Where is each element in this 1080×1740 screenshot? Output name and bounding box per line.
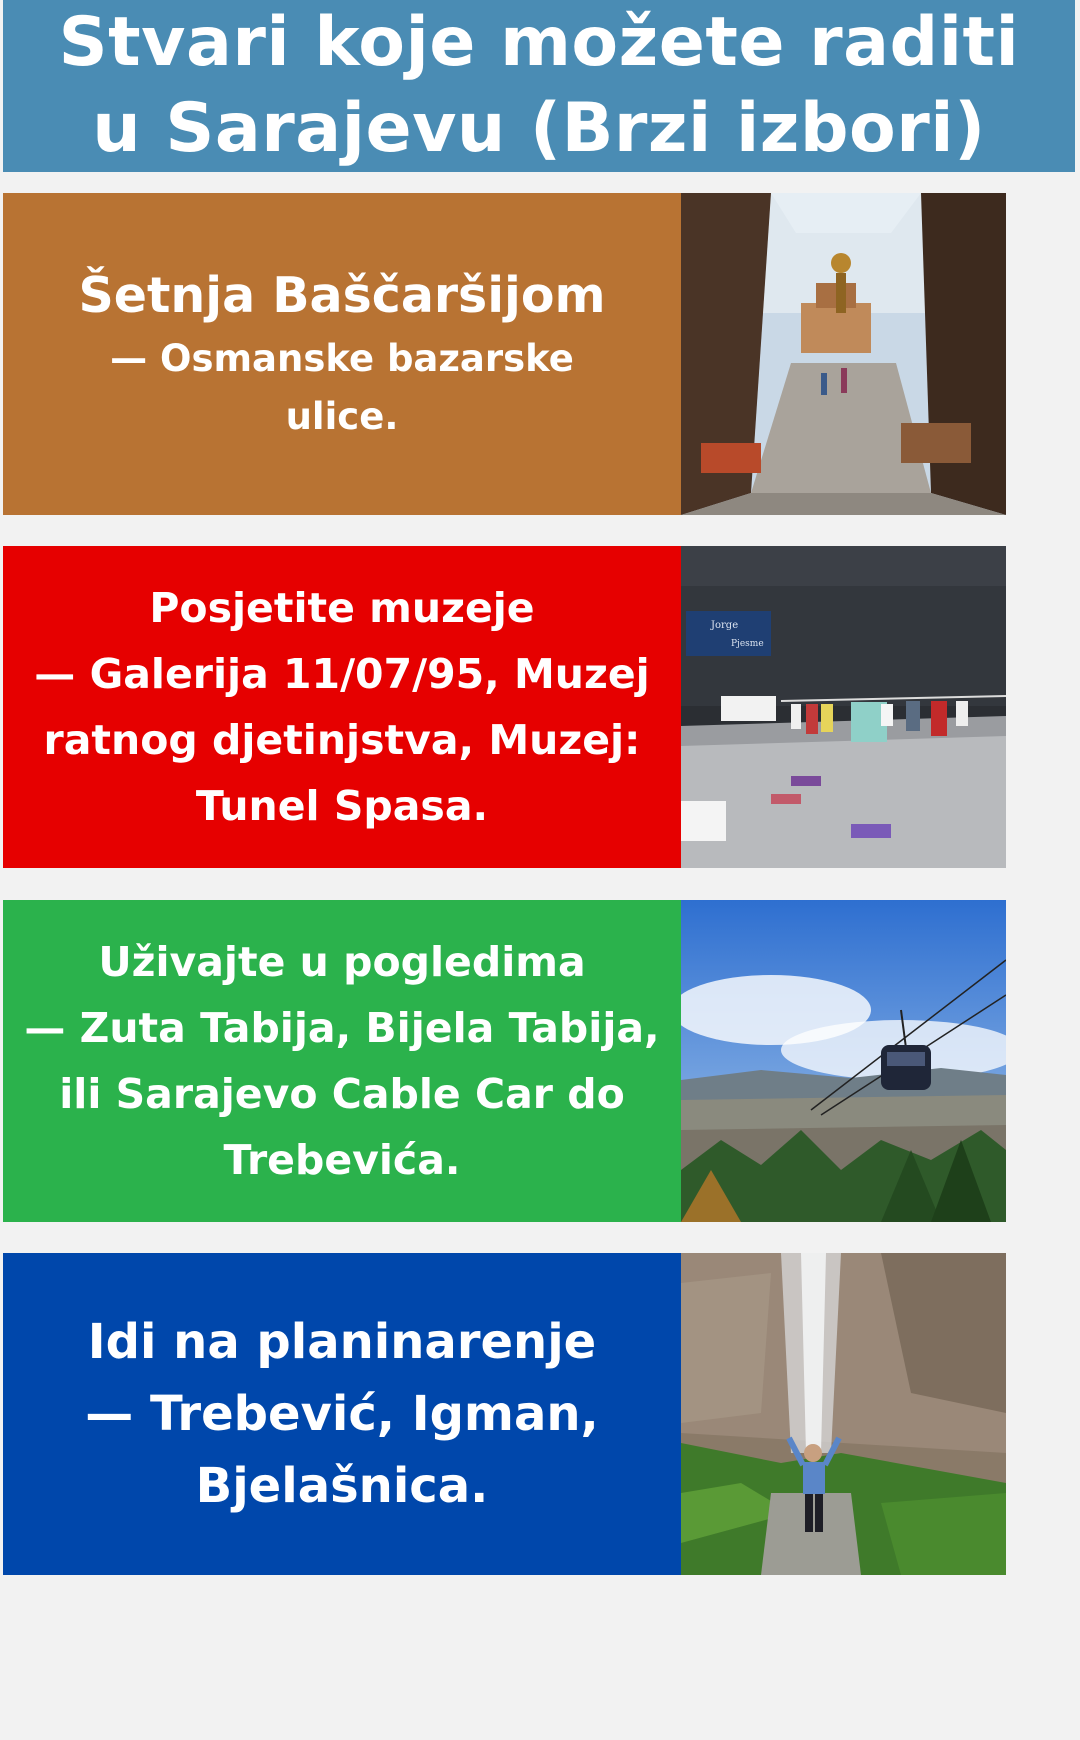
card-text [3, 546, 681, 868]
card-title: Posjetite muzeje [149, 584, 535, 632]
card-line: — Galerija 11/07/95, Muzej [34, 650, 650, 698]
card-title: Uživajte u pogledima [98, 938, 586, 986]
card-line: ratnog djetinjstva, Muzej: [43, 716, 641, 764]
card-title: Šetnja Baščaršijom [78, 267, 606, 324]
card-title: Idi na planinarenje [87, 1314, 597, 1370]
activity-card-views [3, 900, 1006, 1222]
card-line: ulice. [285, 395, 399, 438]
card-text [3, 1253, 681, 1575]
page-title-line-1: Stvari koje možete raditi [58, 3, 1020, 82]
card-line: Trebevića. [223, 1136, 461, 1184]
museum-exhibit-photo [681, 546, 1006, 868]
waterfall-hiker-photo [681, 1253, 1006, 1575]
card-line: Bjelašnica. [195, 1458, 489, 1514]
card-line: — Osmanske bazarske [110, 337, 574, 380]
museum-wall-text: Jorge [711, 620, 739, 631]
card-line: — Zuta Tabija, Bijela Tabija, [24, 1004, 660, 1052]
card-line: ili Sarajevo Cable Car do [59, 1070, 625, 1118]
activity-card-hiking [3, 1253, 1006, 1575]
card-text [3, 193, 681, 515]
page-header [3, 0, 1075, 172]
activity-card-bascarsija [3, 193, 1006, 515]
museum-wall-text-2: Pjesme [731, 639, 764, 649]
activity-card-museums [3, 546, 1006, 868]
card-text [3, 900, 681, 1222]
cable-car-view-photo [681, 900, 1006, 1222]
bazaar-street-photo [681, 193, 1006, 515]
card-line: Tunel Spasa. [195, 782, 489, 830]
page-title-line-2: u Sarajevu (Brzi izbori) [92, 89, 986, 168]
card-line: — Trebević, Igman, [85, 1386, 599, 1442]
